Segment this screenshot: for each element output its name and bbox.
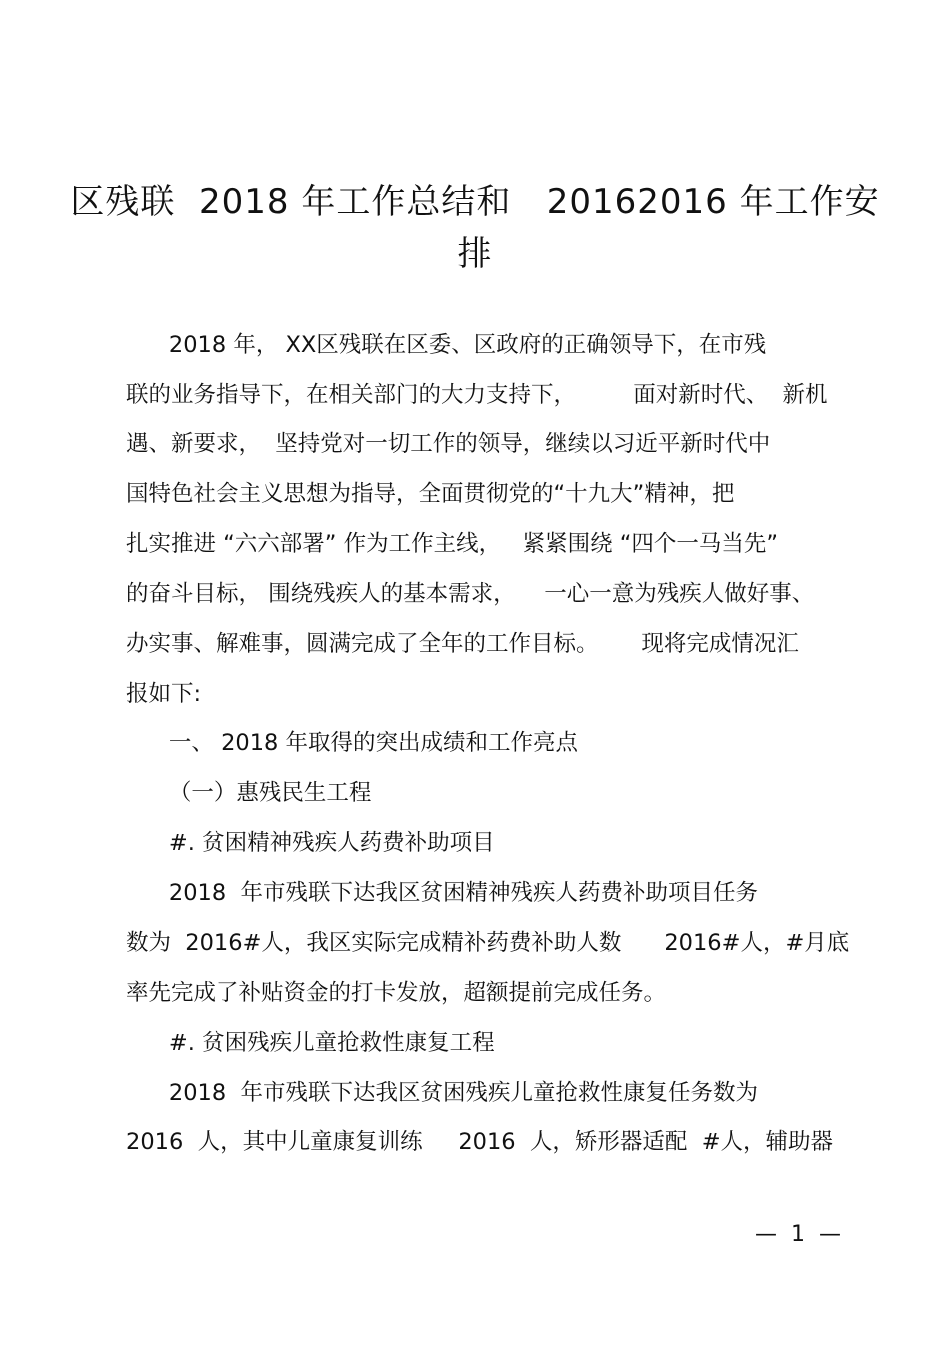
body-line-5: 扎实推进 “六六部署” 作为工作主线， 紧紧围绕 “四个一马当先”	[126, 531, 779, 557]
body-line-2: 联的业务指导下，在相关部门的大力支持下， 面对新时代、 新机	[126, 382, 828, 408]
body-line-8: 报如下:	[126, 681, 202, 707]
body-line-13: 2016 人，其中儿童康复训练 2016 人，矫形器适配 #人，辅助器	[126, 1129, 834, 1155]
body-line-6: 的奋斗目标， 围绕残疾人的基本需求， 一心一意为残疾人做好事、	[126, 581, 815, 607]
body-line-11: 率先完成了补贴资金的打卡发放，超额提前完成任务。	[126, 980, 667, 1006]
body-line-10: 数为 2016#人，我区实际完成精补药费补助人数 2016#人，#月底	[126, 930, 850, 956]
document-title-line-2: 排	[457, 234, 493, 274]
document-title-line-1: 区残联 2018 年工作总结和 20162016 年工作安	[70, 182, 880, 222]
subsection-heading: （一）惠残民生工程	[126, 780, 372, 806]
body-line-1: 2018 年， XX区残联在区委、区政府的正确领导下，在市残	[126, 332, 767, 358]
body-line-3: 遇、新要求， 坚持党对一切工作的领导，继续以习近平新时代中	[126, 431, 771, 457]
page-number: — 1 —	[755, 1222, 841, 1247]
body-line-12: 2018 年市残联下达我区贫困残疾儿童抢救性康复任务数为	[126, 1080, 758, 1106]
item-heading-2: #. 贫困残疾儿童抢救性康复工程	[126, 1030, 495, 1056]
body-line-7: 办实事、解难事，圆满完成了全年的工作目标。 现将完成情况汇	[126, 631, 799, 657]
section-heading: 一、 2018 年取得的突出成绩和工作亮点	[126, 730, 578, 756]
item-heading-1: #. 贫困精神残疾人药费补助项目	[126, 830, 495, 856]
body-line-9: 2018 年市残联下达我区贫困精神残疾人药费补助项目任务	[126, 880, 758, 906]
body-line-4: 国特色社会主义思想为指导，全面贯彻党的“十九大”精神，把	[126, 481, 735, 507]
